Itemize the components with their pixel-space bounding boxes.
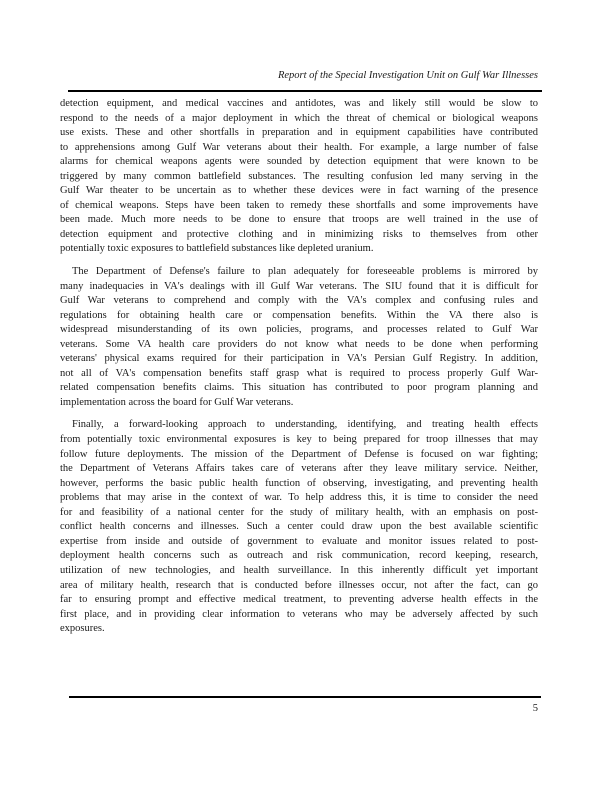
text-line: been made. Much more needs to be done to ensure that troops are well trained in the use of — [60, 214, 538, 226]
text-line: detection equipment and protective clothing and in minimizing risks to themselves from other — [60, 228, 538, 240]
text-line: Gulf War theater to be uncertain as to whether these devices were in fact warning of the presence — [60, 185, 538, 197]
text-line: potentially toxic exposures to battlefield substances like depleted uranium. — [60, 243, 374, 255]
text-line: implementation across the board for Gulf War veterans. — [60, 396, 294, 408]
running-header-title: Report of the Special Investigation Unit on Gulf War Illnesses — [277, 70, 538, 81]
text-line: first place, and in providing clear information to veterans who may be adversely affected by such — [60, 608, 538, 620]
paragraph — [60, 97, 538, 257]
paragraph — [60, 265, 538, 410]
text-line: Finally, a forward-looking approach to understanding, identifying, and treating health effects — [72, 419, 538, 431]
text-line: conflict health concerns and illnesses. Such a center could draw upon the best available scientific — [60, 521, 538, 533]
paragraph — [60, 418, 538, 636]
text-line: problems that may arise in the context of war. To help address this, it is time to consider the need — [60, 492, 538, 504]
text-line: from potentially toxic environmental exposures is key to being prepared for troop illnesses that may — [60, 434, 538, 446]
text-line: use exists. These and other shortfalls in preparation and in equipment capabilities have contributed — [60, 127, 538, 139]
text-line: utilization of new technologies, and health surveillance. In this inherently difficult yet important — [60, 564, 538, 576]
text-line: however, performs the basic public health function of observing, investigating, and preventing health — [60, 477, 538, 489]
text-line: veterans. Some VA health care providers do not know what needs to be done when performing — [60, 338, 538, 350]
text-line: The Department of Defense's failure to plan adequately for foreseeable problems is mirrored by — [72, 266, 538, 278]
text-line: the Department of Veterans Affairs takes care of veterans after they leave military service. Neither, — [60, 463, 538, 475]
body-paragraphs — [60, 97, 538, 645]
text-line: expertise from inside and outside of government to evaluate and monitor issues related to post- — [60, 535, 538, 547]
text-line: for and feasibility of a national center for the study of military health, with an emphasis on post- — [60, 506, 538, 518]
text-line: regulations for obtaining health care or compensation benefits. Within the VA there also is — [60, 309, 538, 321]
text-line: alarms for chemical weapons agents were sounded by detection equipment that were known to be — [60, 156, 538, 168]
text-line: far to ensuring prompt and effective medical treatment, to preventing adverse health effects in the — [60, 594, 538, 606]
page-number: 5 — [532, 703, 538, 714]
running-header — [60, 70, 538, 82]
footer-rule — [69, 696, 541, 698]
text-line: deployment health concerns such as outreach and risk communication, record keeping, research, — [60, 550, 538, 562]
text-line: follow future deployments. The mission of the Department of Defense is focused on war fighting; — [60, 448, 538, 460]
text-line: veterans' physical exams required for their participation in VA's Persian Gulf Registry. In addition, — [60, 353, 538, 365]
text-line: not all of VA's compensation benefits staff grasp what is required to process properly Gulf War- — [60, 367, 538, 379]
text-line: respond to the needs of a major deployment in which the threat of chemical or biological weapons — [60, 112, 538, 124]
header-rule — [68, 90, 542, 92]
text-line: to apprehensions among Gulf War veterans about their health. For example, a large number of false — [60, 141, 538, 153]
text-line: related compensation benefits claims. This situation has contributed to poor program planning and — [60, 382, 538, 394]
text-line: many inadequacies in VA's dealings with ill Gulf War veterans. The SIU found that it is difficult for — [60, 280, 538, 292]
text-line: triggered by many common battlefield substances. The resulting confusion led many serving in the — [60, 170, 538, 182]
text-line: widespread misunderstanding of its own policies, programs, and processes related to Gulf War — [60, 324, 538, 336]
text-line: Gulf War veterans to comprehend and comply with the VA's complex and confusing rules and — [60, 295, 538, 307]
text-line: area of military health, research that is conducted before illnesses occur, not after the fact, can go — [60, 579, 538, 591]
text-line: detection equipment, and medical vaccines and antidotes, was and likely still would be slow to — [60, 98, 538, 109]
text-line: of chemical weapons. Steps have been taken to remedy these shortfalls and some improvements have — [60, 199, 538, 211]
text-line: exposures. — [60, 623, 105, 635]
